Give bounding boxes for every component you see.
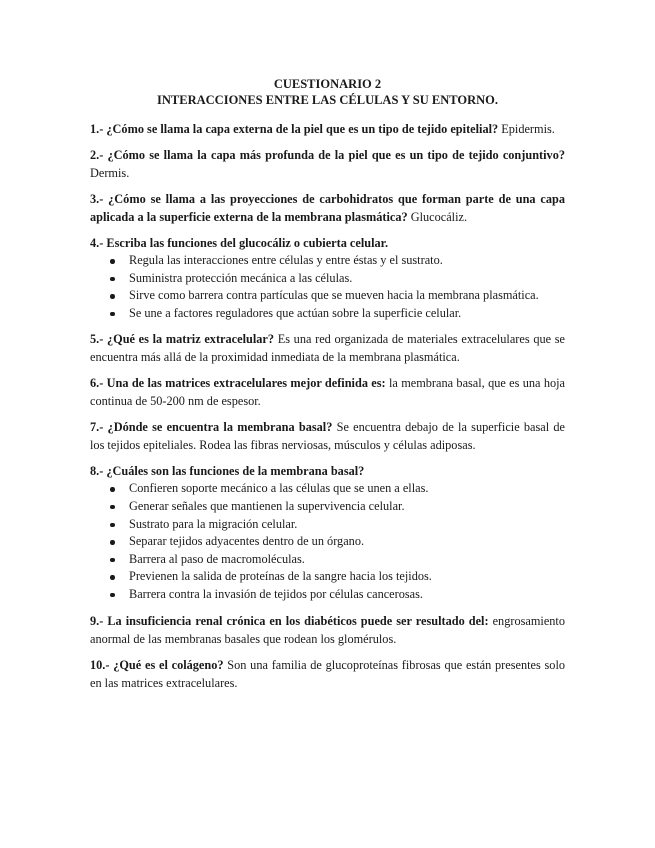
question-text: 9.- La insuficiencia renal crónica en los diabéticos puede ser resultado del: (90, 613, 489, 628)
question-text: 1.- ¿Cómo se llama la capa externa de la piel que es un tipo de tejido epitelial? (90, 122, 499, 136)
question-text: 4.- Escriba las funciones del glucocáliz o cubierta celular. (90, 236, 389, 250)
bullet-item: Sirve como barrera contra partículas que se mueven hacia la membrana plasmática. (90, 287, 565, 305)
title-line-1: CUESTIONARIO 2 (273, 77, 382, 91)
title-line-2: INTERACCIONES ENTRE LAS CÉLULAS Y SU ENTORNO. (157, 93, 498, 107)
bullet-item: Confieren soporte mecánico a las células que se unen a ellas. (90, 480, 565, 498)
question-7 (90, 418, 565, 454)
question-text: 2.- ¿Cómo se llama la capa más profunda de la piel que es un tipo de tejido conjuntivo? (90, 148, 565, 162)
question-10 (90, 656, 565, 692)
question-text: 6.- Una de las matrices extracelulares mejor definida es: (90, 376, 386, 391)
question-5 (90, 330, 565, 366)
question-1 (90, 120, 565, 138)
answer-bullet-list (90, 252, 565, 322)
answer-text: Dermis. (90, 166, 130, 180)
answer-text: la membrana basal, que es una hoja continua de 50-200 nm de espesor. (90, 376, 566, 409)
bullet-item: Barrera al paso de macromoléculas. (90, 551, 565, 569)
bullet-item: Regula las interacciones entre células y entre éstas y el sustrato. (90, 252, 565, 270)
document-page (90, 76, 565, 692)
question-2 (90, 146, 565, 182)
question-text: 8.- ¿Cuáles son las funciones de la membrana basal? (90, 464, 365, 479)
answer-text: Es una red organizada de materiales extracelulares que se encuentra más allá de la proximidad inmediata de la membrana plasmática. (90, 332, 566, 365)
bullet-item: Generar señales que mantienen la supervivencia celular. (90, 498, 565, 516)
answer-text: Son una familia de glucoproteínas fibrosas que están presentes solo en las matrices extracelulares. (90, 657, 566, 690)
question-6 (90, 374, 565, 410)
answer-text: Epidermis. (501, 122, 555, 136)
question-8 (90, 462, 565, 603)
answer-text: Se encuentra debajo de la superficie basal de los tejidos epiteliales. Rodea las fibras nerviosas, músculos y células adiposas. (90, 420, 566, 453)
question-text: 7.- ¿Dónde se encuentra la membrana basal? (90, 420, 333, 435)
question-3 (90, 190, 565, 226)
question-text: 3.- ¿Cómo se llama a las proyecciones de carbohidratos que forman parte de una capa aplicada a la superficie externa de la membrana plasmática? (90, 192, 565, 224)
bullet-item: Suministra protección mecánica a las células. (90, 270, 565, 288)
question-4 (90, 234, 565, 322)
answer-text: Glucocáliz. (410, 210, 468, 224)
bullet-item: Sustrato para la migración celular. (90, 516, 565, 534)
bullet-item: Se une a factores reguladores que actúan sobre la superficie celular. (90, 305, 565, 323)
question-text: 5.- ¿Qué es la matriz extracelular? (90, 332, 275, 347)
question-9 (90, 612, 565, 648)
answer-bullet-list (90, 480, 565, 603)
answer-text: engrosamiento anormal de las membranas basales que rodean los glomérulos. (90, 613, 565, 646)
bullet-item: Barrera contra la invasión de tejidos por células cancerosas. (90, 586, 565, 604)
bullet-item: Previenen la salida de proteínas de la sangre hacia los tejidos. (90, 568, 565, 586)
document-title (90, 76, 565, 108)
question-text: 10.- ¿Qué es el colágeno? (90, 657, 224, 672)
bullet-item: Separar tejidos adyacentes dentro de un órgano. (90, 533, 565, 551)
